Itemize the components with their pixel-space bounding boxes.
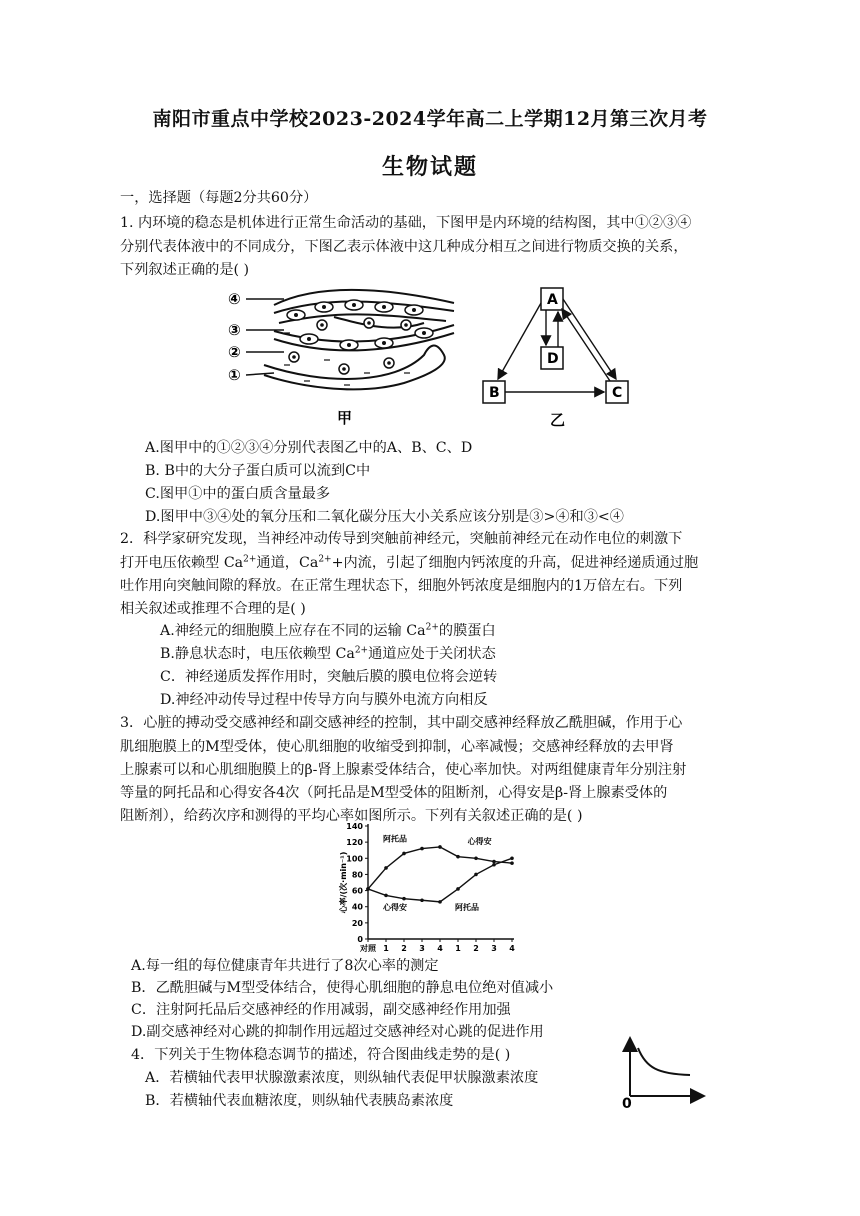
- fig-jia-label: 甲: [337, 409, 353, 427]
- q4-option-a: A．若横轴代表甲状腺激素浓度，则纵轴代表促甲状腺激素浓度: [145, 1070, 539, 1086]
- data-point: [492, 863, 496, 867]
- fig-yi-node-d: D: [547, 351, 559, 367]
- x-tick-label: 对照: [360, 944, 376, 953]
- q1-stem-line: 1. 内环境的稳态是机体进行正常生命活动的基础，下图甲是内环境的结构图，其中①②③④: [120, 215, 692, 231]
- y-tick-label: 100: [346, 854, 363, 864]
- x-tick-label: 3: [419, 944, 425, 953]
- page-title: 南阳市重点中学校2023-2024学年高二上学期12月第三次月考: [152, 108, 708, 130]
- q2-stem-line: 相关叙述或推理不合理的是( ): [120, 601, 306, 617]
- q3-option-a: A.每一组的每位健康青年共进行了8次心率的测定: [131, 958, 439, 974]
- q3-stem-line: 肌细胞膜上的M型受体，使心肌细胞的收缩受到抑制，心率减慢；交感神经释放的去甲肾: [120, 739, 674, 755]
- q1-option-a: A.图甲中的①②③④分别代表图乙中的A、B、C、D: [145, 440, 473, 456]
- series-annotation: 心得安: [467, 836, 492, 846]
- figure-yi: [478, 285, 638, 430]
- fig-yi-node-c: C: [612, 385, 623, 401]
- q3-stem-line: 等量的阿托品和心得安各4次（阿托品是M型受体的阻断剂，心得安是β-肾上腺素受体的: [120, 785, 668, 801]
- y-tick-label: 60: [351, 886, 363, 896]
- data-point: [384, 866, 388, 870]
- series-annotation: 阿托品: [455, 902, 479, 912]
- fig-yi-node-b: B: [489, 385, 500, 401]
- q3-option-d: D.副交感神经对心跳的抑制作用远超过交感神经对心跳的促进作用: [131, 1024, 544, 1040]
- data-point: [456, 855, 460, 859]
- data-point: [456, 887, 460, 891]
- fig-jia-marker: ③: [228, 321, 241, 339]
- data-point: [402, 852, 406, 856]
- x-tick-label: 4: [509, 944, 515, 953]
- data-point: [474, 873, 478, 877]
- data-point: [492, 860, 496, 864]
- y-axis-label: 心率/(次·min⁻¹): [339, 851, 348, 914]
- q2-option-d: D.神经冲动传导过程中传导方向与膜外电流方向相反: [160, 692, 488, 708]
- data-point: [384, 894, 388, 898]
- section-heading: 一，选择题（每题2分共60分）: [120, 190, 318, 206]
- fig-jia-marker: ①: [228, 366, 241, 384]
- y-tick-label: 80: [351, 870, 363, 880]
- series-line: [368, 847, 512, 889]
- q2-stem-line: 打开电压依赖型 $Ca^{2+}$通道，$Ca^{2+}+$内流，引起了细胞内钙浓度的升高，促进神经递质通过胞: [120, 554, 699, 571]
- q3-stem-line: 上腺素可以和心肌细胞膜上的β-肾上腺素受体结合，使心率加快。对两组健康青年分别注射: [120, 762, 687, 778]
- y-tick-label: 20: [351, 918, 363, 928]
- data-point: [474, 856, 478, 860]
- data-point: [366, 887, 370, 891]
- q4-origin-label: 0: [622, 1096, 632, 1110]
- q3-stem-line: 3．心脏的搏动受交感神经和副交感神经的控制，其中副交感神经释放乙酰胆碱，作用于心: [120, 715, 683, 731]
- q4-stem: 4．下列关于生物体稳态调节的描述，符合图曲线走势的是( ): [131, 1047, 511, 1063]
- fig-jia-marker: ②: [228, 343, 241, 361]
- series-annotation: 心得安: [383, 902, 407, 912]
- q1-stem-line: 下列叙述正确的是( ): [120, 262, 250, 278]
- data-point: [438, 900, 442, 904]
- data-point: [510, 861, 514, 865]
- x-tick-label: 3: [491, 944, 497, 953]
- q1-option-d: D.图甲中③④处的氧分压和二氧化碳分压大小关系应该分别是③>④和③<④: [145, 509, 624, 525]
- y-tick-label: 0: [357, 935, 363, 944]
- q3-option-c: C．注射阿托品后交感神经的作用减弱，副交感神经作用加强: [131, 1002, 511, 1018]
- q2-stem-line: 2．科学家研究发现，当神经冲动传导到突触前神经元，突触前神经元在动作电位的刺激下: [120, 531, 683, 547]
- q2-option-b: B.静息状态时，电压依赖型 $Ca^{2+}$通道应处于关闭状态: [160, 645, 496, 662]
- page-subtitle: 生物试题: [381, 154, 478, 180]
- q1-option-b: B. B中的大分子蛋白质可以流到C中: [145, 463, 371, 479]
- data-point: [420, 847, 424, 851]
- y-tick-label: 40: [351, 902, 363, 912]
- figure-jia: [224, 285, 464, 430]
- q1-stem-line: 分别代表体液中的不同成分，下图乙表示体液中这几种成分相互之间进行物质交换的关系，: [120, 239, 688, 255]
- fig-jia-marker: ④: [228, 290, 241, 308]
- data-point: [510, 856, 514, 860]
- q3-option-b: B．乙酰胆碱与M型受体结合，使得心肌细胞的静息电位绝对值减小: [131, 980, 554, 996]
- data-point: [420, 898, 424, 902]
- x-tick-label: 4: [437, 944, 443, 953]
- heart-rate-chart: [336, 818, 526, 954]
- q2-stem-line: 吐作用向突触间隙的释放。在正常生理状态下，细胞外钙浓度是细胞内的1万倍左右。下列: [120, 578, 683, 594]
- q2-option-a: A.神经元的细胞膜上应存在不同的运输 $Ca^{2+}$的膜蛋白: [160, 622, 496, 639]
- fig-yi-node-a: A: [547, 292, 558, 308]
- q1-option-c: C.图甲①中的蛋白质含量最多: [145, 486, 331, 502]
- x-tick-label: 2: [473, 944, 479, 953]
- data-point: [402, 897, 406, 901]
- q3-stem-line: 阻断剂），给药次序和测得的平均心率如图所示。下列有关叙述正确的是( ): [120, 808, 583, 824]
- fig-yi-label: 乙: [550, 411, 566, 429]
- q4-option-b: B．若横轴代表血糖浓度，则纵轴代表胰岛素浓度: [145, 1093, 454, 1109]
- q4-curve-figure: [618, 1034, 708, 1110]
- x-tick-label: 2: [401, 944, 407, 953]
- x-tick-label: 1: [383, 944, 389, 953]
- q2-option-c: C．神经递质发挥作用时，突触后膜的膜电位将会逆转: [160, 669, 498, 685]
- y-tick-label: 120: [346, 838, 363, 848]
- y-tick-label: 140: [346, 822, 363, 831]
- series-annotation: 阿托品: [383, 834, 407, 844]
- data-point: [438, 845, 442, 849]
- x-tick-label: 1: [455, 944, 461, 953]
